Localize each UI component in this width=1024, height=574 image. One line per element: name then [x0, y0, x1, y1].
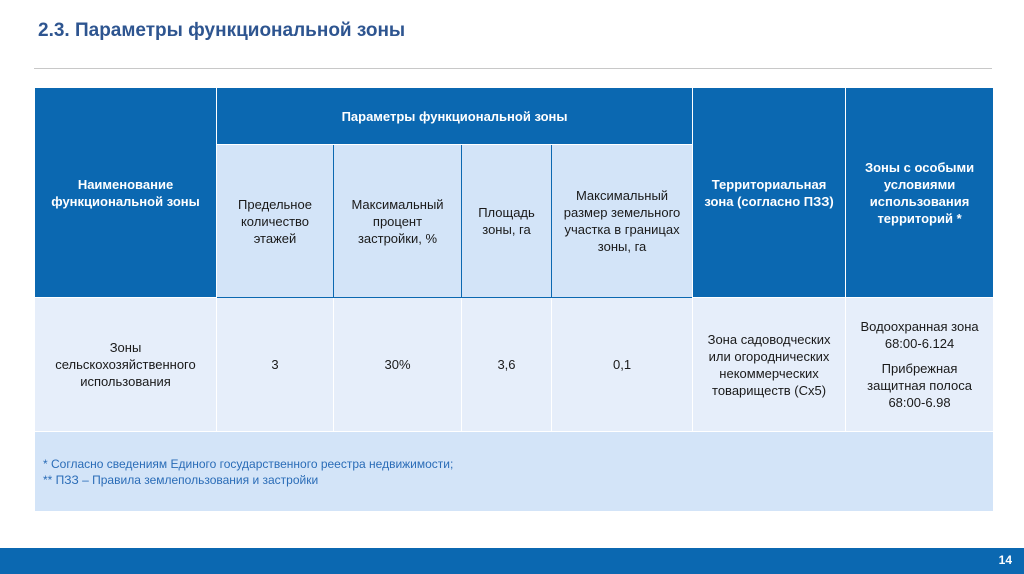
cell-zone-name: Зоны сельскохозяйственного использования [35, 298, 217, 432]
title-divider [34, 68, 992, 69]
table-row [35, 298, 994, 432]
cell-max-plot: 0,1 [552, 298, 693, 432]
header-zone-name: Наименование функциональной зоны [35, 88, 217, 298]
subheader-area: Площадь зоны, га [462, 145, 552, 298]
cell-territorial-zone: Зона садоводческих или огороднических некоммерческих товариществ (Сх5) [693, 298, 846, 432]
notes-row [35, 432, 994, 512]
header-territorial-zone: Территориальная зона (согласно ПЗЗ) [693, 88, 846, 298]
special-zone-line-2: 68:00-6.124 [884, 336, 955, 351]
notes-cell [35, 432, 994, 512]
header-special-zones: Зоны с особыми условиями использования территорий * [846, 88, 994, 298]
footnote-pzz: ** ПЗЗ – Правила землепользования и застройки [43, 472, 319, 487]
footer-bar [0, 548, 1024, 574]
header-params-group: Параметры функциональной зоны [217, 88, 693, 145]
subheader-build-percent: Максимальный процент застройки, % [334, 145, 462, 298]
cell-special-zones [846, 298, 994, 432]
page-number: 14 [998, 553, 1012, 567]
page-title: 2.3. Параметры функциональной зоны [38, 20, 406, 41]
subheader-max-plot: Максимальный размер земельного участка в границах зоны, га [552, 145, 693, 298]
special-zone-line-1: Водоохранная зона [860, 319, 979, 334]
special-zone-line-4: 68:00-6.98 [888, 395, 951, 410]
table-header-row [35, 88, 994, 145]
subheader-floors: Предельное количество этажей [217, 145, 334, 298]
cell-area: 3,6 [462, 298, 552, 432]
special-zone-line-3: Прибрежная защитная полоса [867, 361, 972, 393]
cell-floors: 3 [217, 298, 334, 432]
parameters-table [34, 87, 994, 512]
cell-build-percent: 30% [334, 298, 462, 432]
footnote-egrn: * Согласно сведениям Единого государственного реестра недвижимости; [43, 456, 454, 471]
